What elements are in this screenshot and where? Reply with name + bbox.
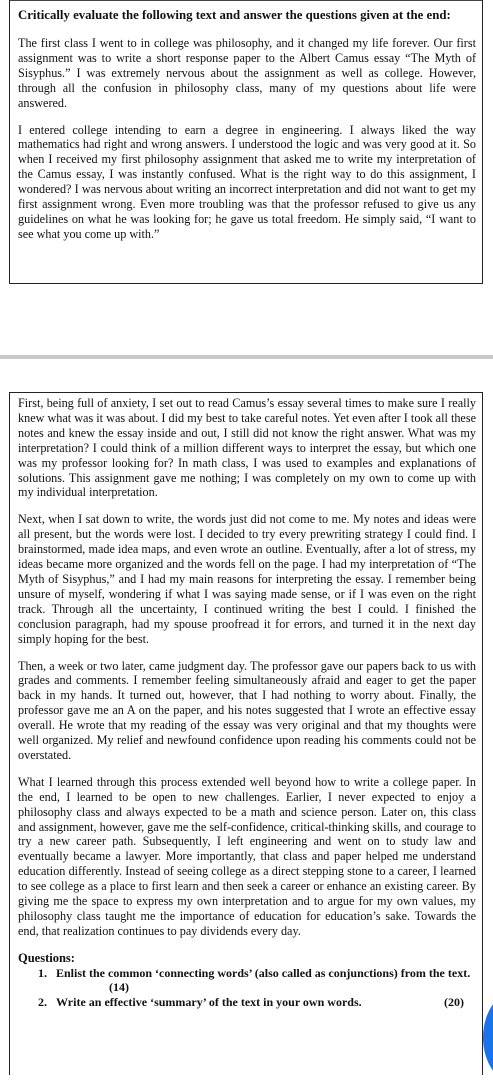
paragraph-5: Then, a week or two later, came judgment day. The professor gave our papers back to us with grades and comments. I remember feeling simultaneously afraid and eager to get the paper back in my hands. It turned out, however, that I had nothing to worry about. Finally, the professor gave me an A on the paper, and his notes suggested that I wrote an effective essay overall. He wrote that my reading of the essay was very original and that my thoughts were well organized. My relief and newfound confidence upon reading his comments could not be overstated. — [18, 658, 476, 762]
question-number: 1. — [38, 965, 47, 980]
paragraph-4: Next, when I sat down to write, the words just did not come to me. My notes and ideas were all present, but the words were lost. I decided to try every prewriting strategy I could find. I brainstormed, made idea maps, and even wrote an outline. Eventually, after a lot of stress, my ideas became more organized and the words fell on the page. I had my interpretation of “The Myth of Sisyphus,” and I had my main reasons for interpreting the essay. I remember being unsure of myself, wondering if what I was saying made sense, or if I was even on the right track. Through all the uncertainty, I continued writing the best I could. I finished the conclusion paragraph, had my spouse proofread it for errors, and turned it in the next day simply hoping for the best. — [18, 512, 476, 646]
paragraph-6: What I learned through this process extended well beyond how to write a college paper. In the end, I learned to be open to new challenges. Earlier, I never expected to enjoy a philosophy class and always expected to be a math and science person. Later on, this class and assignment, however, gave me the self-confidence, critical-thinking skills, and courage to try a new career path. Subsequently, I left engineering and went on to study law and eventually became a lawyer. More importantly, that class and paper helped me understand education differently. Instead of seeing college as a direct stepping stone to a career, I learned to see college as a place to first learn and then seek a career or enhance an existing career. By giving me the space to express my own interpretation and to argue for my own values, my philosophy class taught me the importance of education for education’s sake. Towards the end, that realization continues to pay dividends every day. — [18, 774, 476, 938]
question-2-text: Write an effective ‘summary’ of the text in your own words. — [56, 994, 362, 1009]
questions-heading: Questions: — [18, 950, 75, 965]
questions-section — [10, 951, 482, 1010]
question-1-marks: (14) — [109, 980, 129, 995]
paragraph-3: First, being full of anxiety, I set out to read Camus’s essay several times to make sure I really knew what was it was about. I did my best to take careful notes. Yet even after I took all these notes and knew the essay inside and out, I still did not know the right answer. What was my interpretation? I could think of a million different ways to interpret the essay, but which one was my professor looking for? In math class, I was used to examples and explanations of solutions. This assignment gave me nothing; I was completely on my own to come up with my individual interpretation. — [18, 396, 476, 500]
question-1-text: Enlist the common ‘connecting words’ (also called as conjunctions) from the text. — [56, 965, 471, 980]
page-2-frame — [9, 392, 483, 1075]
question-2-marks: (20) — [444, 994, 464, 1009]
question-text — [56, 966, 474, 995]
question-2 — [18, 995, 474, 1010]
question-number: 2. — [38, 994, 47, 1009]
paragraph-1: The first class I went to in college was philosophy, and it changed my life forever. Our first assignment was to write a short response paper to the Albert Camus essay “The Myth of Sisyphus.” I was extremely nervous about the assignment as well as college. However, through all the confusion in philosophy class, many of my questions about life were answered. — [18, 36, 476, 110]
paragraph-2: I entered college intending to earn a degree in engineering. I always liked the way mathematics had right and wrong answers. I understood the logic and was very good at it. So when I received my first philosophy assignment that asked me to write my interpretation of the Camus essay, I was instantly confused. What is the right way to do this assignment, I wondered? I was nervous about writing an incorrect interpretation and did not want to get my first assignment wrong. Even more troubling was that the professor refused to give us any guidelines on what he was looking for; he gave us total freedom. He simply said, “I want to see what you come up with.” — [18, 122, 476, 241]
question-text — [56, 995, 474, 1010]
page-separator — [0, 355, 493, 359]
page-1-frame — [9, 0, 483, 284]
floating-action-circle[interactable] — [483, 990, 493, 1085]
document-title: Critically evaluate the following text and answer the questions given at the end: — [18, 8, 451, 22]
top-rule — [10, 0, 482, 1]
question-1 — [18, 966, 474, 995]
